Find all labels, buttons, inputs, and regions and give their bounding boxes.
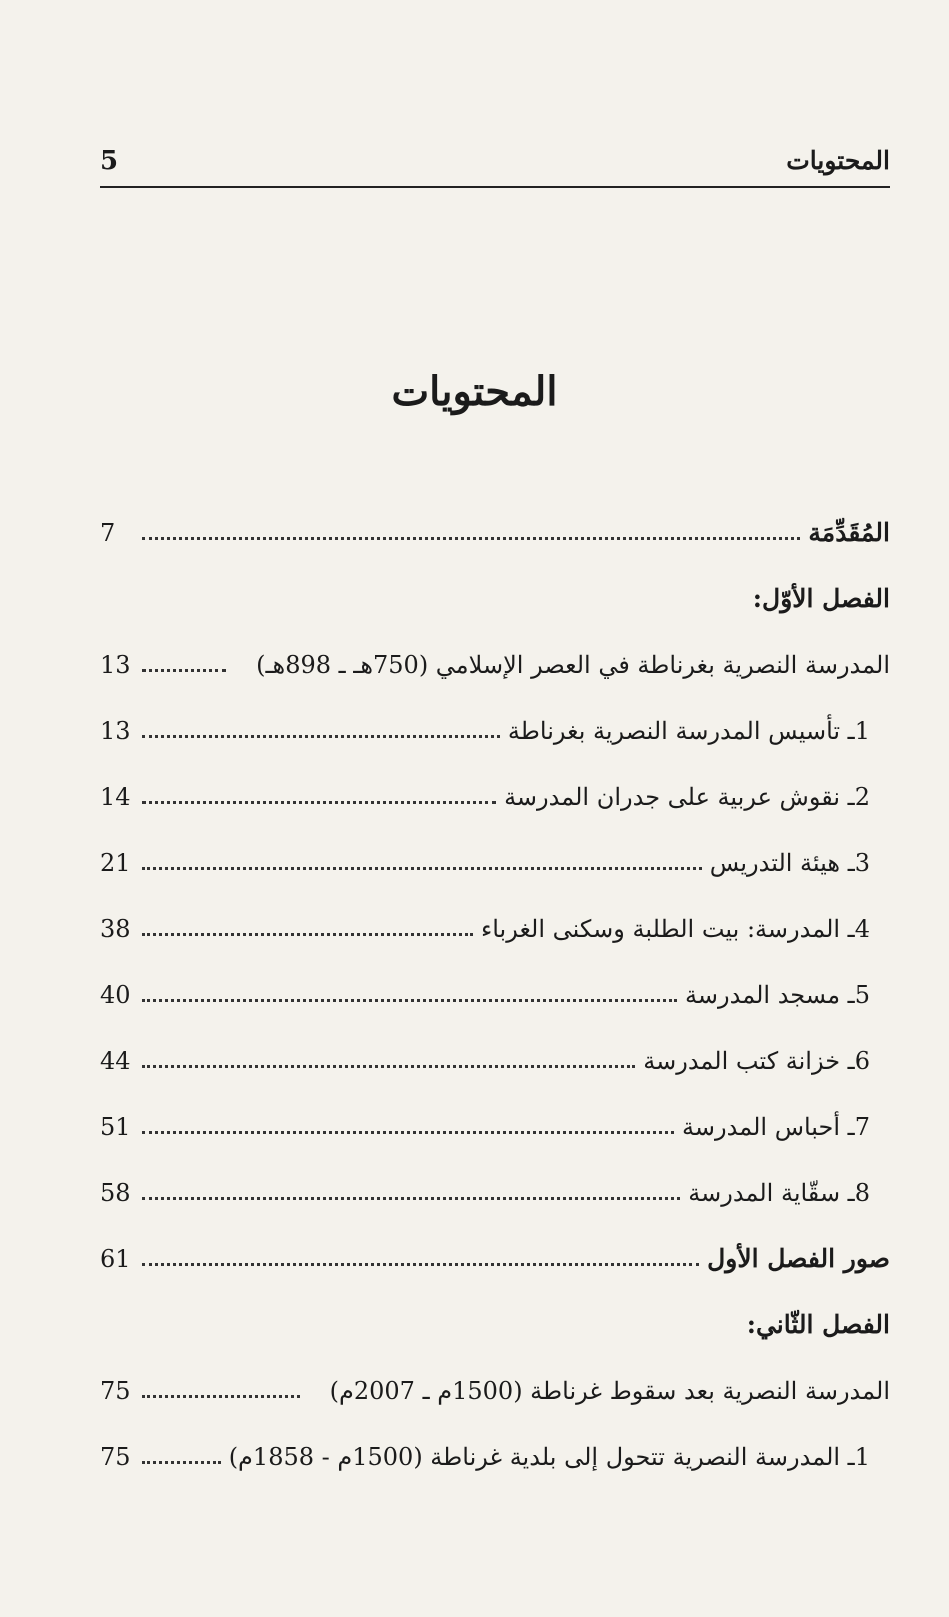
toc-entry-page: 75	[100, 1443, 131, 1471]
toc-chapter-heading-1	[100, 572, 890, 616]
toc-entry-page: 7	[100, 519, 116, 547]
toc-entry-chapter-1-title	[100, 638, 890, 682]
toc-entry-page: 21	[100, 849, 131, 877]
toc-entry	[100, 1034, 890, 1078]
toc-entry	[100, 902, 890, 946]
dot-leader	[142, 668, 226, 672]
toc-entry-page: 13	[100, 651, 131, 679]
toc-entry	[100, 1166, 890, 1210]
toc-entry-label: 6ـ خزانة كتب المدرسة	[643, 1047, 870, 1075]
toc-entry-page: 58	[100, 1179, 131, 1207]
dot-leader	[142, 866, 702, 870]
toc-entry-chapter-1-images	[100, 1232, 890, 1276]
toc-entry-label: 8ـ سقّاية المدرسة	[688, 1179, 870, 1207]
dot-leader	[142, 1394, 300, 1398]
chapter-heading-label: الفصل الثّاني:	[746, 1310, 890, 1339]
dot-leader	[142, 998, 677, 1002]
toc-entry-label: المدرسة النصرية بعد سقوط غرناطة (1500م ـ 2007م)	[329, 1377, 890, 1405]
toc-entry-label: 3ـ هيئة التدريس	[709, 849, 870, 877]
toc-entry-page: 40	[100, 981, 131, 1009]
toc-entry-page: 38	[100, 915, 131, 943]
page-header	[100, 138, 890, 188]
toc-entry-page: 44	[100, 1047, 131, 1075]
dot-leader	[142, 800, 496, 804]
toc-entry-label: 5ـ مسجد المدرسة	[685, 981, 870, 1009]
toc-entry-page: 14	[100, 783, 131, 811]
toc-entry	[100, 770, 890, 814]
toc-entry-label: 7ـ أحباس المدرسة	[682, 1113, 870, 1141]
dot-leader	[142, 536, 800, 540]
toc-entry-page: 51	[100, 1113, 131, 1141]
toc-entry-label: صور الفصل الأول	[707, 1244, 890, 1273]
dot-leader	[142, 1196, 680, 1200]
page-number: 5	[100, 146, 119, 176]
running-title: المحتويات	[786, 146, 890, 175]
toc-entry	[100, 968, 890, 1012]
toc-entry-page: 61	[100, 1245, 131, 1273]
toc-chapter-heading-2	[100, 1298, 890, 1342]
toc-entry-chapter-2-title	[100, 1364, 890, 1408]
page-title: المحتويات	[391, 368, 558, 415]
dot-leader	[142, 1262, 699, 1266]
toc-entry-label: المدرسة النصرية بغرناطة في العصر الإسلامي (750هـ ـ 898هـ)	[256, 651, 890, 679]
dot-leader	[142, 932, 473, 936]
toc-entry-page: 75	[100, 1377, 131, 1405]
toc-entry	[100, 836, 890, 880]
toc-entry-label: المُقَدِّمَة	[808, 518, 890, 547]
dot-leader	[142, 1130, 674, 1134]
toc-entry-page: 13	[100, 717, 131, 745]
chapter-heading-label: الفصل الأوّل:	[752, 584, 890, 613]
toc-entry	[100, 1430, 890, 1474]
toc-entry-label: 1ـ تأسيس المدرسة النصرية بغرناطة	[507, 717, 870, 745]
toc-entry-label: 4ـ المدرسة: بيت الطلبة وسكنى الغرباء	[480, 915, 870, 943]
toc-entry	[100, 704, 890, 748]
toc-entry-introduction	[100, 506, 890, 550]
toc-entry-label: 2ـ نقوش عربية على جدران المدرسة	[504, 783, 870, 811]
dot-leader	[142, 1460, 221, 1464]
toc-entry-label: 1ـ المدرسة النصرية تتحول إلى بلدية غرناطة (1500م - 1858م)	[228, 1443, 870, 1471]
toc-entry	[100, 1100, 890, 1144]
dot-leader	[142, 1064, 635, 1068]
dot-leader	[142, 734, 500, 738]
